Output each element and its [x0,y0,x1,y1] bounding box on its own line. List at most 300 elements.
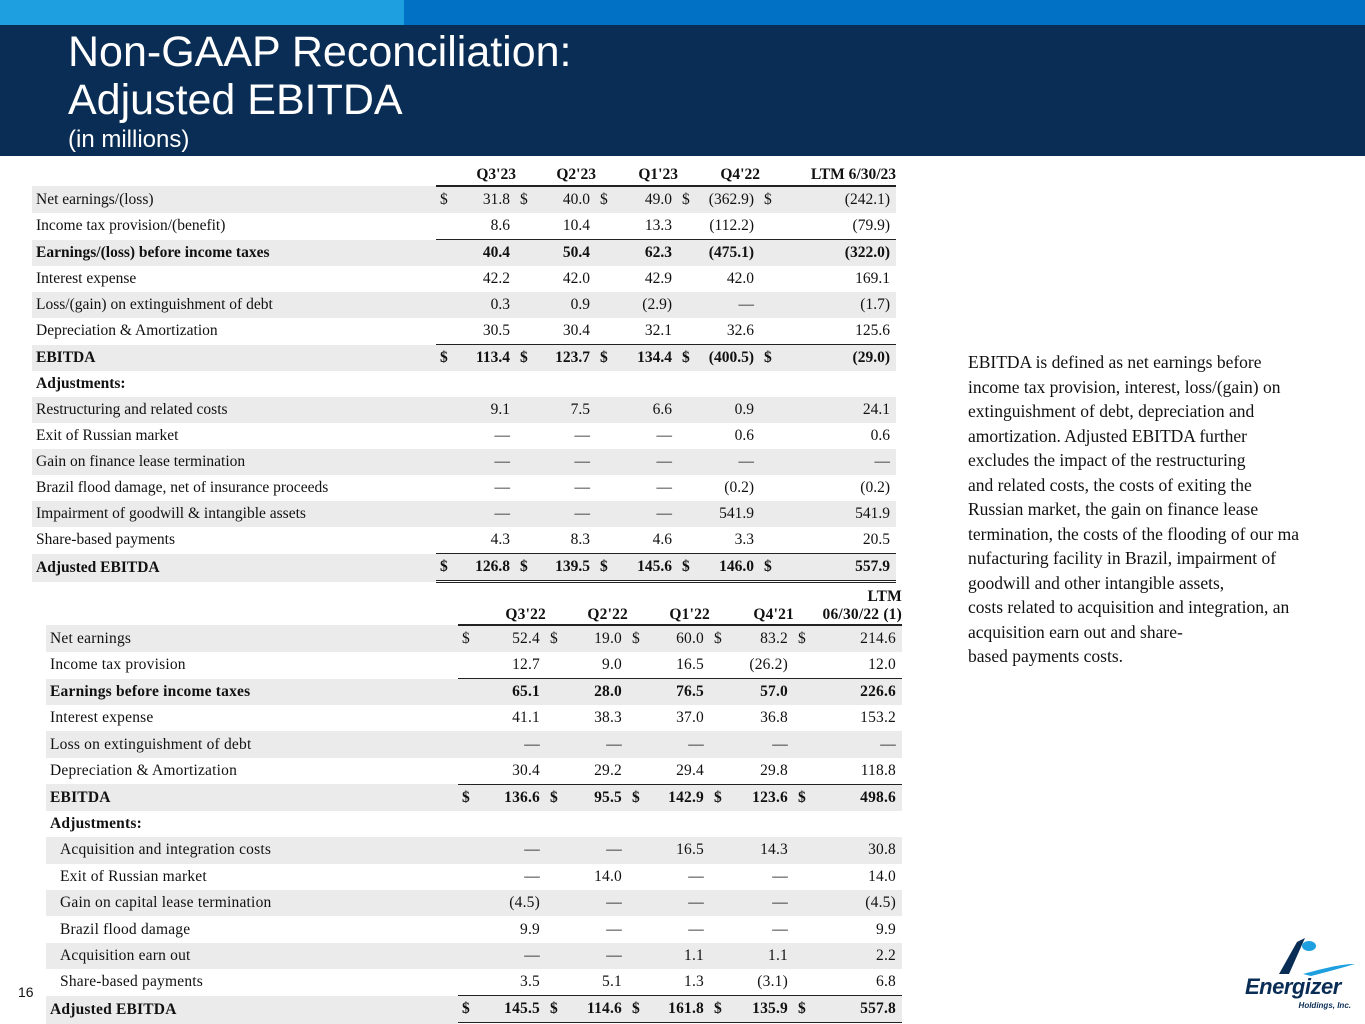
cell-value: — [648,731,710,757]
cell-value: — [648,890,710,916]
table-row [32,240,896,267]
currency-symbol [794,652,818,679]
cell-value: 29.4 [676,761,704,779]
cell-value: 1.1 [730,943,794,969]
cell-value: 42.0 [562,270,590,287]
currency-symbol [760,423,784,449]
currency-symbol [794,811,818,837]
cell-value [478,811,546,837]
cell-value: 40.4 [454,240,516,267]
cell-value: 14.0 [594,867,622,885]
currency-symbol [546,969,566,996]
currency-symbol [458,811,478,837]
currency-symbol [678,213,696,240]
cell-value: — [536,449,596,475]
note-line: excludes the impact of the restructuring [968,450,1246,470]
table-row [46,969,902,996]
row-label: Interest expense [36,270,137,287]
currency-symbol: $ [546,784,566,811]
currency-symbol [436,318,454,345]
currency-symbol [596,475,616,501]
currency-symbol [516,318,536,345]
cell-value: 41.1 [512,709,540,727]
cell-value: 0.3 [454,292,516,318]
cell-value: — [566,837,628,863]
cell-value: 32.1 [644,322,672,339]
currency-symbol [458,652,478,679]
currency-symbol [546,731,566,757]
cell-value: 52.4 [478,625,546,652]
table-row [46,864,902,890]
currency-symbol [516,397,536,423]
table-row [32,292,896,318]
currency-symbol [458,916,478,942]
currency-symbol [596,527,616,554]
table-row [32,475,896,501]
currency-symbol: $ [794,784,818,811]
currency-symbol [458,837,478,863]
top-accent-bar-dark [404,0,1365,25]
cell-value: 16.5 [676,656,704,673]
page-subtitle: (in millions) [68,126,190,153]
cell-value: 3.5 [520,973,540,991]
row-label: Earnings before income taxes [46,679,458,706]
cell-value: 3.3 [734,531,754,548]
currency-symbol [458,864,478,890]
cell-value: 65.1 [478,679,546,706]
row-label: Exit of Russian market [60,867,207,885]
currency-symbol [760,318,784,345]
table-row [32,501,896,527]
cell-value: 0.6 [734,427,754,444]
cell-value: 9.9 [520,920,540,938]
table-row [46,811,902,837]
currency-symbol: $ [794,625,818,652]
row-label: Impairment of goodwill & intangible assets [32,501,436,527]
cell-value [648,811,710,837]
currency-symbol [678,501,696,527]
table-row [32,449,896,475]
cell-value: (0.2) [724,479,754,496]
currency-symbol [516,449,536,475]
currency-symbol [760,527,784,554]
table-row [32,345,896,372]
currency-symbol: $ [458,996,478,1024]
currency-symbol: $ [516,186,536,213]
currency-symbol [516,240,536,267]
currency-symbol [760,449,784,475]
cell-value: 37.0 [676,709,704,727]
note-line: EBITDA is defined as net earnings before [968,352,1262,372]
currency-symbol [436,397,454,423]
cell-value: 7.5 [536,397,596,423]
cell-value: — [566,890,628,916]
currency-symbol [436,527,454,554]
note-line: Russian market, the gain on finance lease [968,499,1259,519]
currency-symbol: $ [436,554,454,582]
cell-value: (112.2) [709,217,754,234]
currency-symbol: $ [710,784,730,811]
table-row [46,731,902,757]
currency-symbol: $ [628,625,648,652]
currency-symbol [628,943,648,969]
cell-value: (0.2) [860,479,890,496]
currency-symbol [516,423,536,449]
cell-value: 4.6 [652,531,672,548]
cell-value: 113.4 [454,345,516,372]
currency-symbol: $ [710,625,730,652]
cell-value: — [656,479,672,496]
cell-value: 226.6 [818,679,902,706]
currency-symbol [546,864,566,890]
row-label: Net earnings [46,625,458,652]
cell-value: 38.3 [594,709,622,727]
row-label: Loss/(gain) on extinguishment of debt [32,292,436,318]
table-row [46,679,902,706]
currency-symbol [678,240,696,267]
currency-symbol [458,705,478,731]
currency-symbol [546,890,566,916]
currency-symbol [794,731,818,757]
cell-value: — [454,449,516,475]
currency-symbol [678,527,696,554]
currency-symbol [760,266,784,292]
currency-symbol [516,501,536,527]
currency-symbol [794,916,818,942]
cell-value: (322.0) [784,240,896,267]
currency-symbol [794,679,818,706]
currency-symbol [516,527,536,554]
cell-value: (400.5) [696,345,760,372]
table-row [32,318,896,345]
cell-value: — [566,943,628,969]
currency-symbol [546,679,566,706]
currency-symbol [628,837,648,863]
currency-symbol [710,969,730,996]
currency-symbol [678,475,696,501]
table-row [32,527,896,554]
cell-value: 42.9 [644,270,672,287]
note-line: nufacturing facility in Brazil, impairment of [968,548,1277,568]
currency-symbol [596,449,616,475]
energizer-logo [1245,934,1357,1016]
currency-symbol [436,449,454,475]
note-line: costs related to acquisition and integration, an [968,597,1290,617]
cell-value: — [478,837,546,863]
cell-value: 62.3 [616,240,678,267]
cell-value: 161.8 [648,996,710,1024]
currency-symbol [546,916,566,942]
currency-symbol [628,679,648,706]
column-header-ltm [794,585,902,625]
row-label: Net earnings/(loss) [32,186,436,213]
cell-value: 36.8 [760,709,788,727]
cell-value [536,371,596,397]
cell-value: 9.9 [876,920,896,938]
cell-value: — [454,501,516,527]
cell-value [454,371,516,397]
cell-value: 146.0 [696,554,760,582]
column-header: Q1'22 [628,585,710,625]
row-label: Depreciation & Amortization [50,762,238,780]
table-row [46,996,902,1024]
cell-value: 114.6 [566,996,628,1024]
currency-symbol [628,864,648,890]
row-label: Acquisition and integration costs [46,837,458,863]
currency-symbol [436,475,454,501]
cell-value: 76.5 [648,679,710,706]
currency-symbol [794,837,818,863]
currency-symbol [458,758,478,785]
row-label: Adjusted EBITDA [32,554,436,582]
currency-symbol [678,292,696,318]
note-line: and related costs, the costs of exiting the [968,474,1252,495]
cell-value: 14.0 [868,867,896,885]
cell-value [730,811,794,837]
row-label: Brazil flood damage, net of insurance proceeds [36,479,329,496]
cell-value: 214.6 [818,625,902,652]
cell-value: (4.5) [818,890,902,916]
currency-symbol [794,758,818,785]
cell-value: 30.8 [818,837,902,863]
cell-value: — [818,731,902,757]
currency-symbol [436,213,454,240]
cell-value: 9.1 [454,397,516,423]
currency-symbol [436,371,454,397]
cell-value: 557.8 [818,996,902,1024]
currency-symbol [710,731,730,757]
cell-value: — [494,427,510,444]
row-label: Exit of Russian market [36,427,179,444]
currency-symbol [596,213,616,240]
cell-value: 20.5 [862,531,890,548]
currency-symbol: $ [628,784,648,811]
note-line: amortization. Adjusted EBITDA further [968,425,1247,446]
currency-symbol: $ [760,345,784,372]
cell-value: 145.6 [616,554,678,582]
cell-value: 28.0 [566,679,628,706]
currency-symbol: $ [596,554,616,582]
currency-symbol [596,397,616,423]
currency-symbol [760,371,784,397]
cell-value: 19.0 [566,625,628,652]
cell-value: 8.3 [570,531,590,548]
cell-value: — [688,920,704,938]
currency-symbol [760,292,784,318]
cell-value: 126.8 [454,554,516,582]
cell-value: 10.4 [562,217,590,234]
table-row [46,943,902,969]
cell-value: 30.4 [562,322,590,339]
row-label: Income tax provision/(benefit) [36,217,226,235]
column-header: Q3'22 [458,585,546,625]
currency-symbol [458,731,478,757]
column-header: Q2'23 [516,164,596,186]
cell-value [784,371,896,397]
energizer-swoosh-icon [1245,934,1357,978]
currency-symbol [710,679,730,706]
cell-value: (1.7) [784,292,896,318]
currency-symbol [710,811,730,837]
cell-value: (475.1) [696,240,760,267]
cell-value: 557.9 [784,554,896,582]
cell-value: 153.2 [860,709,896,727]
currency-symbol [794,943,818,969]
currency-symbol [678,371,696,397]
cell-value: — [524,867,540,885]
cell-value: 83.2 [730,625,794,652]
table-row [32,423,896,449]
cell-value: 118.8 [860,761,896,779]
table-row [46,784,902,811]
column-header: Q3'23 [436,164,516,186]
cell-value: 42.2 [482,270,510,287]
currency-symbol [710,943,730,969]
cell-value: — [772,920,788,938]
currency-symbol [628,916,648,942]
row-label: Income tax provision [50,656,186,674]
currency-symbol [710,864,730,890]
currency-symbol [516,371,536,397]
row-label: Share-based payments [36,531,176,549]
cell-value: 125.6 [855,322,890,339]
cell-value: 135.9 [730,996,794,1024]
currency-symbol [760,397,784,423]
cell-value [818,811,902,837]
currency-symbol [516,213,536,240]
currency-symbol [794,890,818,916]
cell-value: 32.6 [726,322,754,339]
cell-value: (242.1) [784,186,896,213]
cell-value: — [616,501,678,527]
cell-value: 0.9 [696,397,760,423]
cell-value: 42.0 [726,270,754,287]
currency-symbol [546,811,566,837]
table-row [46,916,902,942]
currency-symbol [596,266,616,292]
currency-symbol [458,969,478,996]
table-header-row [46,585,902,625]
currency-symbol [516,266,536,292]
currency-symbol [678,397,696,423]
currency-symbol: $ [546,996,566,1024]
currency-symbol [436,501,454,527]
currency-symbol [546,837,566,863]
row-label: EBITDA [32,345,436,372]
cell-value: — [494,479,510,496]
top-accent-bar-light [0,0,404,25]
table-row [32,554,896,582]
row-label: Adjustments: [36,375,126,392]
currency-symbol [516,475,536,501]
currency-symbol [596,318,616,345]
table-header-row [32,164,896,186]
currency-symbol [546,705,566,731]
currency-symbol [710,916,730,942]
cell-value: 29.2 [594,761,622,779]
currency-symbol [546,943,566,969]
cell-value: 6.8 [876,973,896,991]
currency-symbol: $ [596,345,616,372]
currency-symbol: $ [596,186,616,213]
currency-symbol: $ [516,554,536,582]
currency-symbol [710,652,730,679]
cell-value: 0.9 [536,292,596,318]
note-line: termination, the costs of the flooding of our ma [968,523,1299,544]
cell-value: (79.9) [852,217,890,234]
logo-subtext: Holdings, Inc. [1298,1001,1351,1010]
row-label: Adjustments: [50,814,142,832]
cell-value: 13.3 [644,217,672,234]
currency-symbol [678,449,696,475]
cell-value: — [574,427,590,444]
cell-value: 145.5 [478,996,546,1024]
cell-value: — [730,890,794,916]
currency-symbol [628,758,648,785]
currency-symbol: $ [710,996,730,1024]
cell-value: — [536,501,596,527]
cell-value: 1.1 [648,943,710,969]
cell-value [566,811,628,837]
currency-symbol: $ [436,186,454,213]
cell-value: 123.6 [730,784,794,811]
cell-value: — [606,920,622,938]
cell-value: 136.6 [478,784,546,811]
currency-symbol [458,679,478,706]
row-label: Loss on extinguishment of debt [46,731,458,757]
cell-value: 0.6 [870,427,890,444]
cell-value: 50.4 [536,240,596,267]
cell-value: — [696,292,760,318]
row-label: Brazil flood damage [60,920,191,938]
currency-symbol [710,837,730,863]
note-line: income tax provision, interest, loss/(gain) on [968,376,1281,397]
table-row [32,371,896,397]
title-line-2: Adjusted EBITDA [68,76,403,124]
column-header: Q2'22 [546,585,628,625]
table-row [46,625,902,652]
row-label: Interest expense [50,709,154,727]
cell-value: 9.0 [602,656,622,673]
currency-symbol [628,811,648,837]
currency-symbol [596,423,616,449]
currency-symbol [436,266,454,292]
currency-symbol [546,652,566,679]
currency-symbol: $ [678,554,696,582]
currency-symbol [546,758,566,785]
currency-symbol: $ [794,996,818,1024]
cell-value: 134.4 [616,345,678,372]
note-line: based payments costs. [968,646,1124,666]
table-row [32,266,896,292]
currency-symbol [710,705,730,731]
cell-value: (3.1) [757,973,788,991]
ebitda-definition-note [968,350,1358,669]
cell-value: 16.5 [648,837,710,863]
currency-symbol [710,758,730,785]
table-row [32,213,896,240]
table-row [46,758,902,785]
currency-symbol: $ [436,345,454,372]
column-header: Q4'21 [710,585,794,625]
cell-value: 29.8 [760,761,788,779]
cell-value: 541.9 [696,501,760,527]
currency-symbol: $ [458,784,478,811]
cell-value [616,371,678,397]
cell-value: — [566,731,628,757]
currency-symbol: $ [516,345,536,372]
currency-symbol: $ [628,996,648,1024]
